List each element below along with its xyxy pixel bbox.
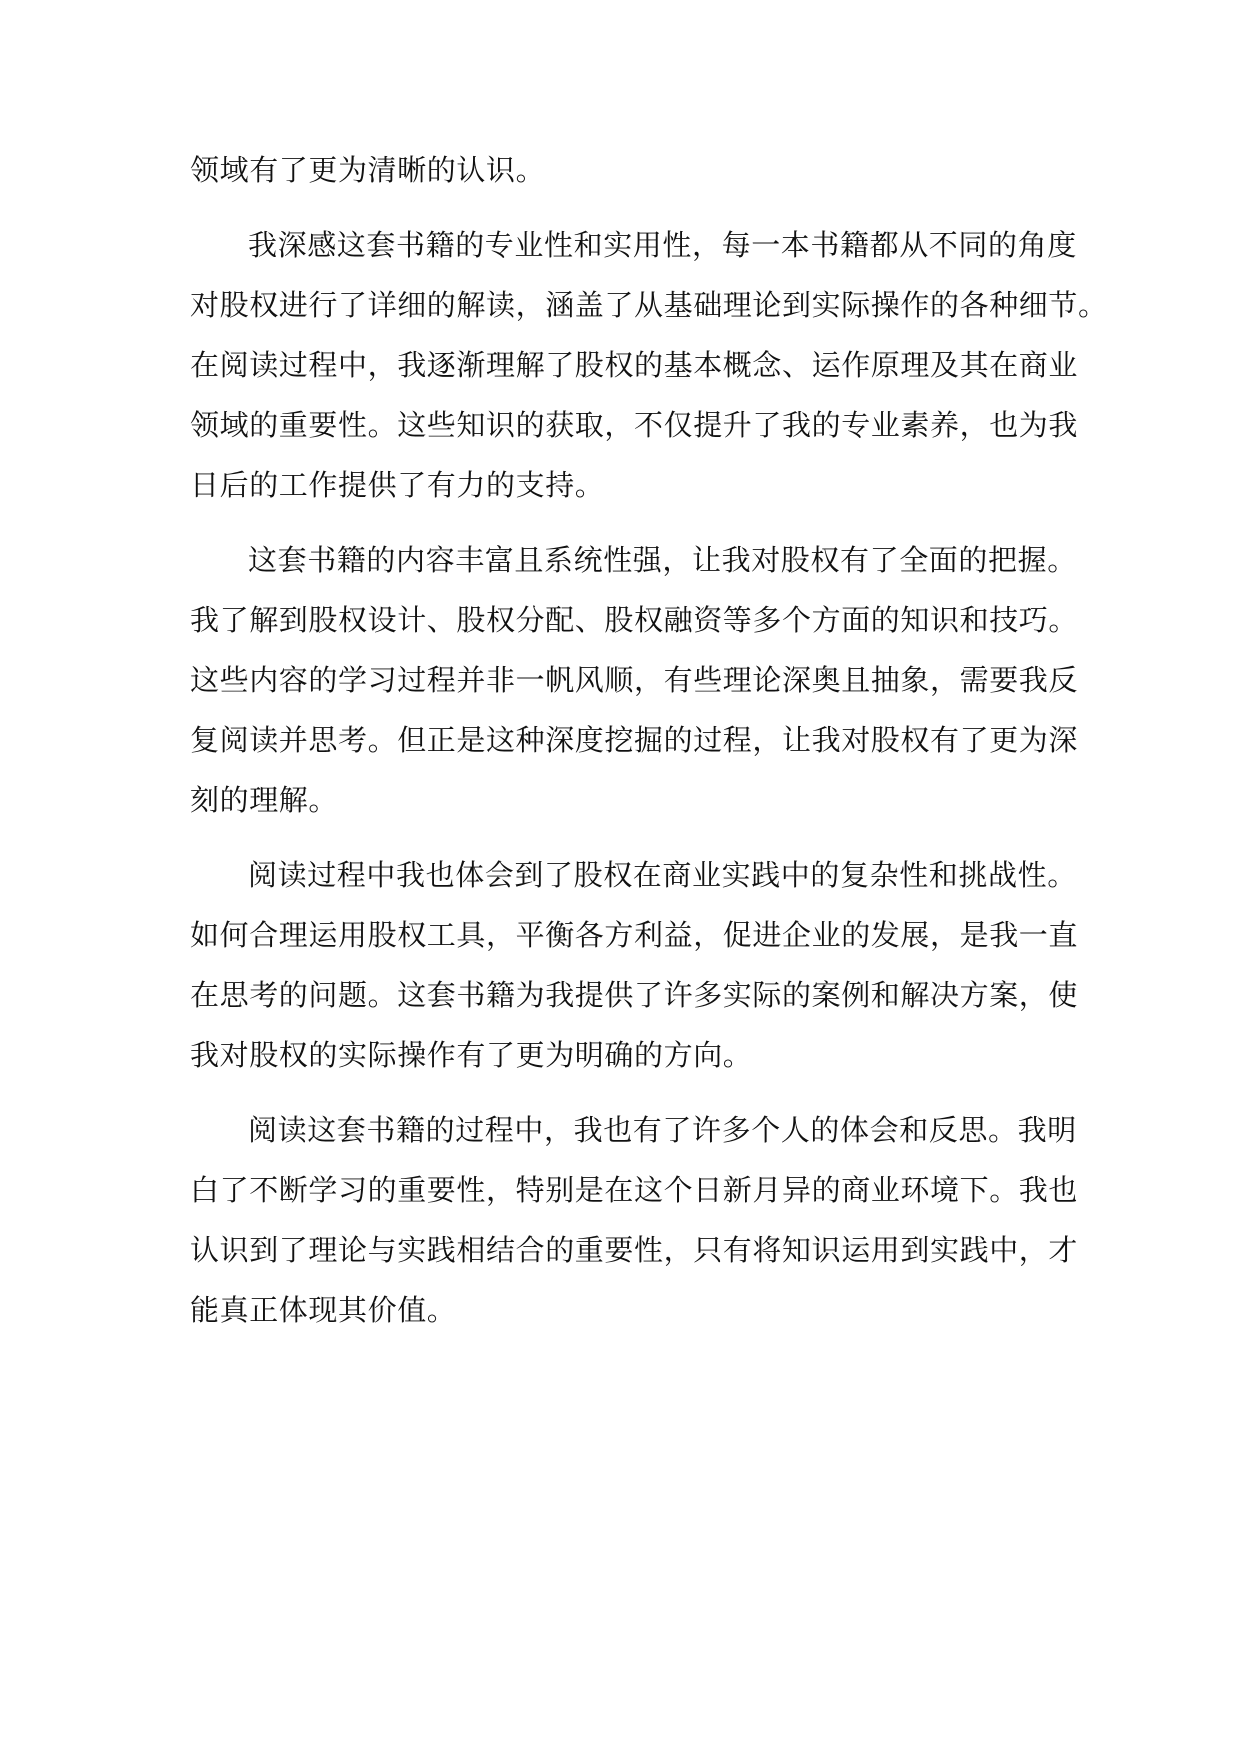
paragraph [190,215,1108,515]
text-line: 阅读过程中我也体会到了股权在商业实践中的复杂性和挑战性。 [248,858,1077,892]
text-line: 在思考的问题。这套书籍为我提供了许多实际的案例和解决方案，使 [190,978,1079,1012]
text-line: 这些内容的学习过程并非一帆风顺，有些理论深奥且抽象，需要我反 [190,663,1079,697]
paragraph-gap [190,515,1060,530]
document-body [190,140,1108,1340]
paragraph [190,1100,1079,1340]
text-line: 复阅读并思考。但正是这种深度挖掘的过程，让我对股权有了更为深 [190,723,1079,757]
text-line: 刻的理解。 [190,783,339,817]
text-line: 我对股权的实际操作有了更为明确的方向。 [190,1038,753,1072]
text-line: 对股权进行了详细的解读，涵盖了从基础理论到实际操作的各种细节。 [190,288,1108,322]
paragraph-gap [190,200,1060,215]
paragraph-gap [190,1085,1060,1100]
text-line: 我深感这套书籍的专业性和实用性，每一本书籍都从不同的角度 [248,228,1077,262]
text-line: 阅读这套书籍的过程中，我也有了许多个人的体会和反思。我明 [248,1113,1077,1147]
paragraph [190,140,1060,200]
paragraph-gap [190,830,1060,845]
text-line: 我了解到股权设计、股权分配、股权融资等多个方面的知识和技巧。 [190,603,1079,637]
text-line: 领域有了更为清晰的认识。 [190,153,546,187]
text-line: 认识到了理论与实践相结合的重要性，只有将知识运用到实践中，才 [190,1233,1079,1267]
text-line: 如何合理运用股权工具，平衡各方利益，促进企业的发展，是我一直 [190,918,1079,952]
text-line: 能真正体现其价值。 [190,1293,457,1327]
text-line: 日后的工作提供了有力的支持。 [190,468,605,502]
paragraph [190,530,1079,830]
text-line: 白了不断学习的重要性，特别是在这个日新月异的商业环境下。我也 [190,1173,1079,1207]
text-line: 这套书籍的内容丰富且系统性强，让我对股权有了全面的把握。 [248,543,1077,577]
text-line: 领域的重要性。这些知识的获取，不仅提升了我的专业素养，也为我 [190,408,1079,442]
text-line: 在阅读过程中，我逐渐理解了股权的基本概念、运作原理及其在商业 [190,348,1079,382]
paragraph [190,845,1079,1085]
